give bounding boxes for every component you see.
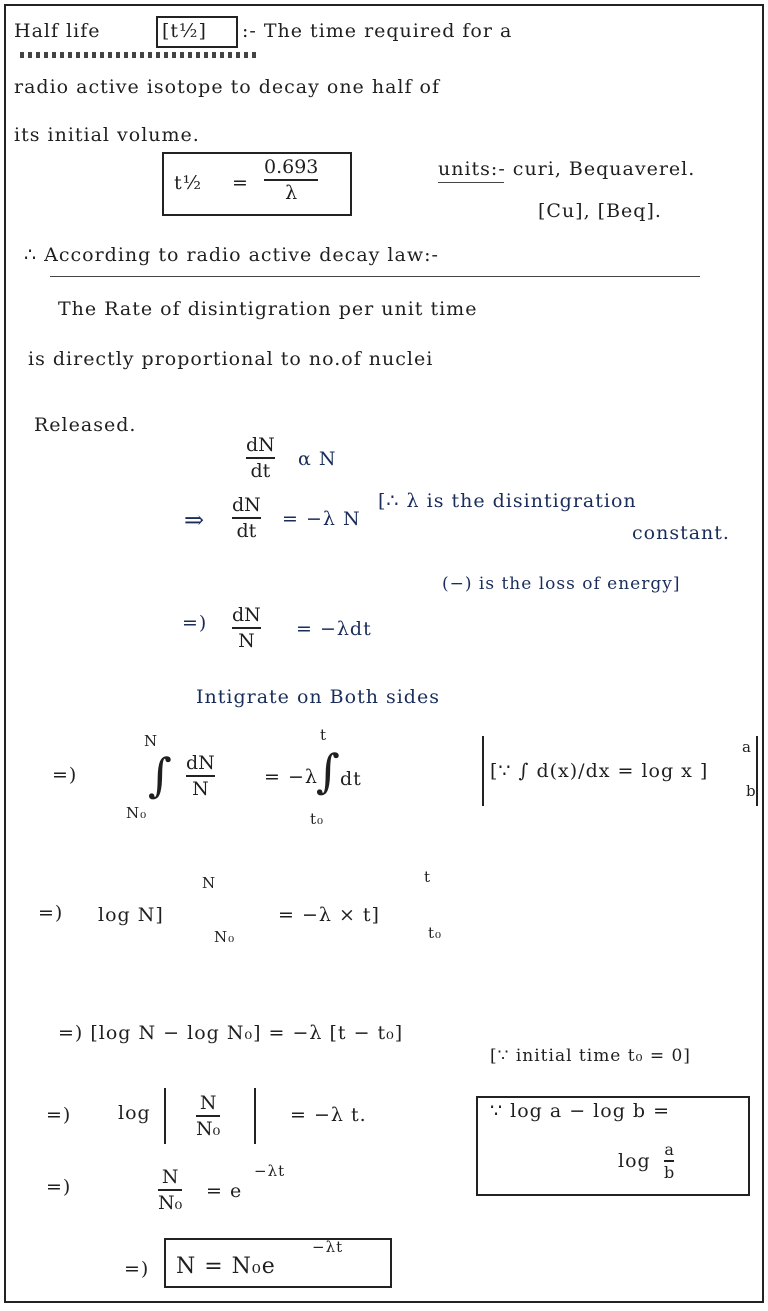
- law-heading: ∴ According to radio active decay law:-: [24, 244, 439, 266]
- integrate-line: Intigrate on Both sides: [196, 686, 440, 708]
- eq2-note-3: (−) is the loss of energy]: [442, 574, 681, 594]
- eq5-lhs: log N]: [98, 904, 164, 926]
- eq4-upper2: t: [320, 726, 328, 744]
- eq4-lower: N₀: [126, 804, 148, 822]
- eq1-den: dt: [250, 460, 271, 482]
- eq4-arrow: =): [52, 764, 78, 786]
- eq4-lower2: t₀: [310, 810, 325, 828]
- eq7-rest: = −λ t.: [290, 1104, 367, 1126]
- units-line-1: units:- curi, Bequaverel.: [438, 158, 696, 180]
- eq5-lo2: t₀: [428, 924, 443, 942]
- eq1-rest: α N: [298, 448, 337, 470]
- half-life-symbol: [t½]: [162, 20, 207, 42]
- eq4-num: dN: [186, 752, 215, 774]
- eq7-note-1: ∵ log a − log b =: [490, 1100, 671, 1122]
- eq5-lo: N₀: [214, 928, 236, 946]
- law-heading-underline: [50, 276, 700, 277]
- title-underline: [20, 52, 260, 58]
- eq3-rest: = −λdt: [296, 618, 372, 640]
- eq2-rest: = −λ N: [282, 508, 361, 530]
- formula-lhs: t½: [174, 172, 203, 194]
- eq2-fraction: [232, 494, 261, 542]
- eq8-fraction: [158, 1166, 182, 1214]
- eq3-num: dN: [232, 604, 261, 626]
- eq2-num: dN: [232, 494, 261, 516]
- eq2-note-1: [∴ λ is the disintigration: [378, 490, 637, 512]
- eq7-note-fraction: [664, 1140, 674, 1182]
- notes-page: [4, 4, 764, 1303]
- eq6-note: [∵ initial time t₀ = 0]: [490, 1046, 691, 1066]
- eq9-arrow: =): [124, 1258, 150, 1280]
- eq4-dt: dt: [340, 768, 362, 790]
- units-underline: [438, 182, 504, 183]
- eq4-upper: N: [144, 732, 159, 750]
- integral-sign-2: ∫: [316, 744, 341, 798]
- eq7-note-den: b: [664, 1163, 675, 1182]
- eq7-lhs: log: [118, 1102, 151, 1124]
- eq3-den: N: [238, 630, 255, 652]
- formula-eq: =: [232, 172, 249, 194]
- eq8-rest: = e: [206, 1180, 243, 1202]
- definition-line-1: :- The time required for a: [242, 20, 513, 42]
- units-line-2: [Cu], [Beq].: [538, 200, 662, 222]
- eq3-arrow: =): [182, 612, 208, 634]
- eq2-den: dt: [236, 520, 257, 542]
- integral-sign-1: ∫: [148, 748, 173, 802]
- eq8-exp: −λt: [254, 1162, 286, 1180]
- formula-denominator: λ: [285, 182, 298, 204]
- formula-numerator: 0.693: [264, 156, 319, 178]
- eq4-fraction: [186, 752, 215, 800]
- law-line-2: is directly proportional to no.of nuclei: [28, 348, 434, 370]
- eq2-note-2: constant.: [632, 522, 730, 544]
- eq4-note-lower: b: [746, 782, 757, 800]
- eq4-note-upper: a: [742, 738, 752, 756]
- formula-fraction: [264, 156, 318, 204]
- definition-line-3: its initial volume.: [14, 124, 200, 146]
- definition-line-2: radio active isotope to decay one half of: [14, 76, 441, 98]
- eq7-den: N₀: [196, 1118, 221, 1140]
- eq5-arrow: =): [38, 902, 64, 924]
- eq7-arrow: =): [46, 1104, 72, 1126]
- eq3-fraction: [232, 604, 261, 652]
- eq8-num: N: [161, 1166, 179, 1188]
- eq2-arrow: ⇒: [184, 506, 206, 534]
- eq7-note-2: log: [618, 1150, 651, 1172]
- eq4-mid: = −λ: [264, 766, 318, 788]
- eq6-text: =) [log N − log N₀] = −λ [t − t₀]: [58, 1022, 404, 1044]
- eq9-text: N = N₀e: [176, 1254, 276, 1279]
- eq4-den: N: [192, 778, 209, 800]
- eq1-fraction: [246, 434, 275, 482]
- eq5-up2: t: [424, 868, 432, 886]
- law-line-3: Released.: [34, 414, 137, 436]
- eq5-mid: = −λ × t]: [278, 904, 380, 926]
- eq8-den: N₀: [158, 1192, 183, 1214]
- eq7-num: N: [199, 1092, 217, 1114]
- law-line-1: The Rate of disintigration per unit time: [58, 298, 478, 320]
- eq7-fraction: [196, 1092, 220, 1140]
- eq4-note: [∵ ∫ d(x)/dx = log x ]: [490, 760, 709, 782]
- half-life-title: Half life: [14, 20, 101, 42]
- eq1-num: dN: [246, 434, 275, 456]
- eq9-exp: −λt: [312, 1238, 344, 1256]
- eq7-note-num: a: [664, 1140, 674, 1159]
- eq5-up: N: [202, 874, 217, 892]
- eq8-arrow: =): [46, 1176, 72, 1198]
